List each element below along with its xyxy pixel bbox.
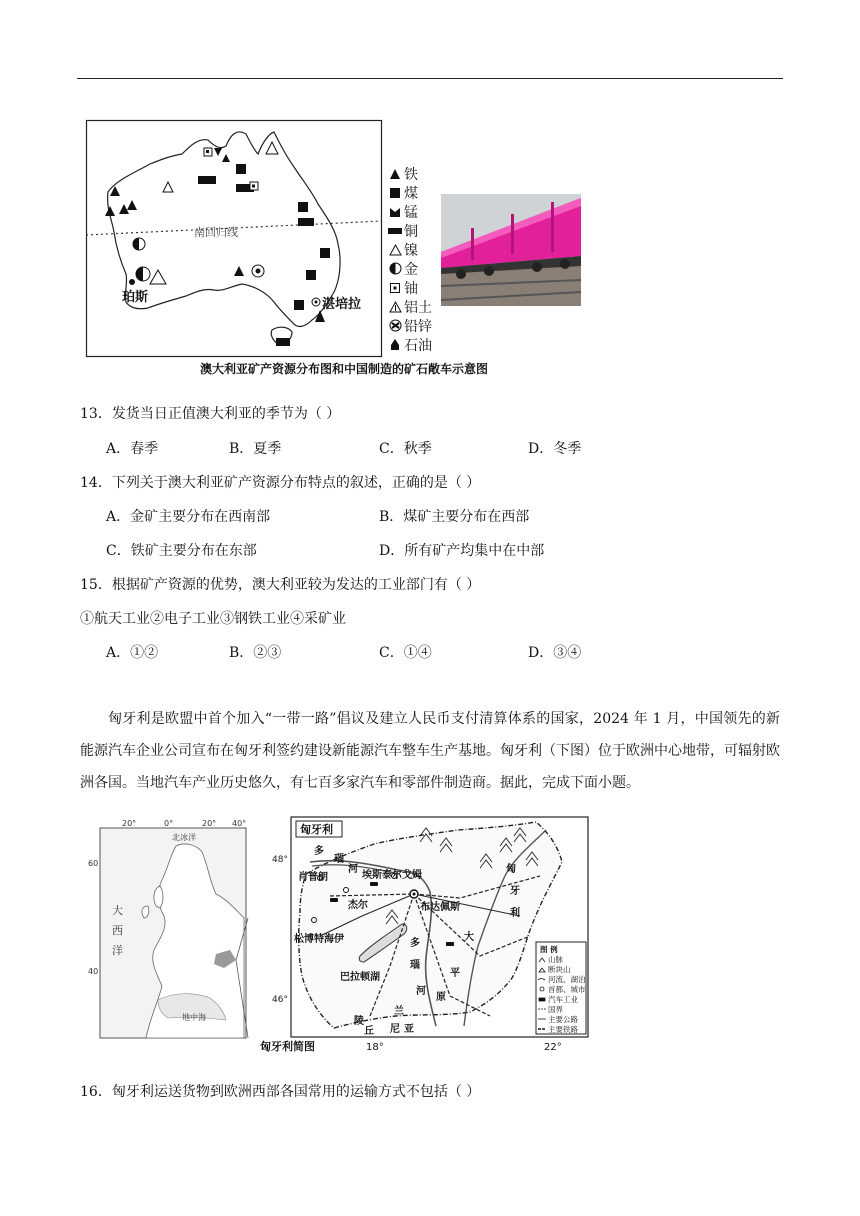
label-sopron: 肖普朗 xyxy=(298,872,328,883)
label-szombathely: 松博特海伊 xyxy=(294,934,344,945)
europe-med-label: 地中海 xyxy=(182,1013,206,1022)
europe-lon-tick-3: 20° xyxy=(202,819,217,828)
q13-option-c[interactable]: C．秋季 xyxy=(379,441,432,457)
legend-oil: 石油 xyxy=(386,335,432,354)
triangle-outline-icon xyxy=(386,244,404,256)
hungary-lat-48: 48° xyxy=(272,855,288,865)
atlantic-label-2: 西 xyxy=(112,924,123,937)
atlantic-label-1: 大 xyxy=(112,904,123,917)
hungary-lon-22: 22° xyxy=(544,1042,562,1053)
label-hills-2: 丘 xyxy=(364,1026,374,1037)
atlantic-label-3: 洋 xyxy=(112,944,123,957)
label-danube-3: 河 xyxy=(348,864,358,875)
legend-copper: 铜 xyxy=(386,221,418,240)
label-hungary-1: 匈 xyxy=(506,864,516,875)
legend-manganese: 锰 xyxy=(386,202,418,221)
label-hungary-3: 利 xyxy=(510,908,520,919)
ore-wagon-photo xyxy=(441,194,581,306)
hungary-legend-rail: 主要铁路 xyxy=(548,1025,578,1034)
europe-lon-tick-4: 40° xyxy=(232,819,247,828)
triangle-hatched-icon xyxy=(386,301,404,313)
legend-coal: 煤 xyxy=(386,183,418,202)
label-transdanubia-1: 兰 xyxy=(394,1006,404,1017)
australia-figure xyxy=(86,120,586,382)
q15-option-b[interactable]: B．②③ xyxy=(229,645,282,661)
hungary-legend-car: 汽车工业 xyxy=(548,995,578,1004)
europe-lon-tick-1: 20° xyxy=(122,819,137,828)
question-13: 13．发货当日正值澳大利亚的季节为（ ） xyxy=(80,406,341,422)
q14-option-a[interactable]: A．金矿主要分布在西南部 xyxy=(106,509,271,525)
hungary-map-title: 匈牙利 xyxy=(300,823,333,836)
label-danube-2: 瑙 xyxy=(334,854,344,865)
tropic-label: 南回归线 xyxy=(194,226,238,239)
city-zhanpeila: 湛培拉 xyxy=(322,297,362,312)
legend-bauxite: 铝土 xyxy=(386,297,432,316)
hungary-legend-mountain: 山脉 xyxy=(548,955,563,964)
q13-option-b[interactable]: B．夏季 xyxy=(229,441,282,457)
q13-option-a[interactable]: A．春季 xyxy=(106,441,159,457)
q15-option-a[interactable]: A．①② xyxy=(106,645,159,661)
label-hungary-2: 牙 xyxy=(510,886,520,897)
q14-option-b[interactable]: B．煤矿主要分布在西部 xyxy=(379,509,530,525)
europe-inset-map xyxy=(88,819,248,1040)
legend-gold: 金 xyxy=(386,259,418,278)
label-gyor: 杰尔 xyxy=(348,900,368,911)
header-rule xyxy=(77,78,783,79)
question-14: 14．下列关于澳大利亚矿产资源分布特点的叙述，正确的是（ ） xyxy=(80,475,481,491)
half-circle-icon xyxy=(386,262,404,275)
label-esztergom: 埃斯泰尔戈姆 xyxy=(362,870,422,881)
square-dot-icon xyxy=(386,282,404,294)
legend-uranium: 铀 xyxy=(386,278,418,297)
label-plain-3: 原 xyxy=(436,992,446,1003)
q14-option-c[interactable]: C．铁矿主要分布在东部 xyxy=(106,543,257,559)
hungary-map xyxy=(272,816,590,1040)
oil-icon xyxy=(386,338,404,351)
bowtie-icon xyxy=(386,206,404,218)
europe-lon-tick-2: 0° xyxy=(164,819,174,828)
label-transdanubia-2: 尼 xyxy=(390,1024,400,1035)
bar-icon xyxy=(386,225,404,237)
figure2-caption: 匈牙利简图 xyxy=(260,1040,315,1053)
passage-hungary: 匈牙利是欧盟中首个加入“一带一路”倡议及建立人民币支付清算体系的国家，2024 年 1 月，中国领先的新能源汽车企业公司宣布在匈牙利签约建设新能源汽车整车生产基地。匈牙利（下图）位于欧洲中心地带，可辐射欧洲各国。当地汽车产业历史悠久，有七百多家汽车和零部件制造商。据此，完成下面小题。 xyxy=(80,711,780,791)
label-transdanubia-3: 亚 xyxy=(404,1024,414,1035)
hungary-legend-title: 图 例 xyxy=(540,945,558,954)
label-plain-1: 大 xyxy=(464,932,474,943)
circle-lead-zinc-icon xyxy=(386,319,404,332)
hungary-legend-fault-block: 断块山 xyxy=(548,965,571,974)
question-15: 15．根据矿产资源的优势，澳大利亚较为发达的工业部门有（ ） xyxy=(80,577,481,593)
legend-nickel: 镍 xyxy=(386,240,418,259)
figure1-caption: 澳大利亚矿产资源分布图和中国制造的矿石敞车示意图 xyxy=(200,362,489,376)
question-15-items: ①航天工业②电子工业③钢铁工业④采矿业 xyxy=(80,611,346,627)
europe-arctic-label: 北冰洋 xyxy=(172,833,196,842)
label-hills-1: 陵 xyxy=(354,1016,364,1027)
question-16: 16．匈牙利运送货物到欧洲西部各国常用的运输方式不包括（ ） xyxy=(80,1084,481,1100)
label-danube-4: 多 xyxy=(410,938,420,949)
hungary-legend-road: 主要公路 xyxy=(548,1015,578,1024)
hungary-legend-city: 首都、城市 xyxy=(548,985,586,994)
hungary-lat-46: 46° xyxy=(272,995,288,1005)
hungary-figure xyxy=(88,816,594,1060)
hungary-legend-river-lake: 河流、湖泊 xyxy=(548,975,586,984)
legend-lead-zinc: 铅锌 xyxy=(386,316,432,335)
q15-option-d[interactable]: D．③④ xyxy=(528,645,582,661)
q15-option-c[interactable]: C．①④ xyxy=(379,645,432,661)
hungary-lon-18: 18° xyxy=(366,1042,384,1053)
label-danube-5: 瑙 xyxy=(410,960,420,971)
q13-option-d[interactable]: D．冬季 xyxy=(528,441,582,457)
label-danube-1: 多 xyxy=(314,846,324,857)
city-perth: 珀斯 xyxy=(122,290,149,305)
label-plain-2: 平 xyxy=(450,968,460,979)
label-danube-6: 河 xyxy=(416,986,426,997)
legend-iron: 铁 xyxy=(386,164,418,183)
square-filled-icon xyxy=(386,187,404,199)
hungary-legend-border: 国界 xyxy=(548,1005,563,1014)
q14-option-d[interactable]: D．所有矿产均集中在中部 xyxy=(379,543,545,559)
mineral-legend xyxy=(386,164,446,354)
australia-map xyxy=(86,120,386,357)
europe-lat-tick-2: 40 xyxy=(88,967,99,976)
label-balaton: 巴拉顿湖 xyxy=(340,972,380,983)
europe-lat-tick-1: 60 xyxy=(88,859,99,868)
label-budapest: 布达佩斯 xyxy=(420,902,460,913)
triangle-filled-icon xyxy=(386,168,404,180)
